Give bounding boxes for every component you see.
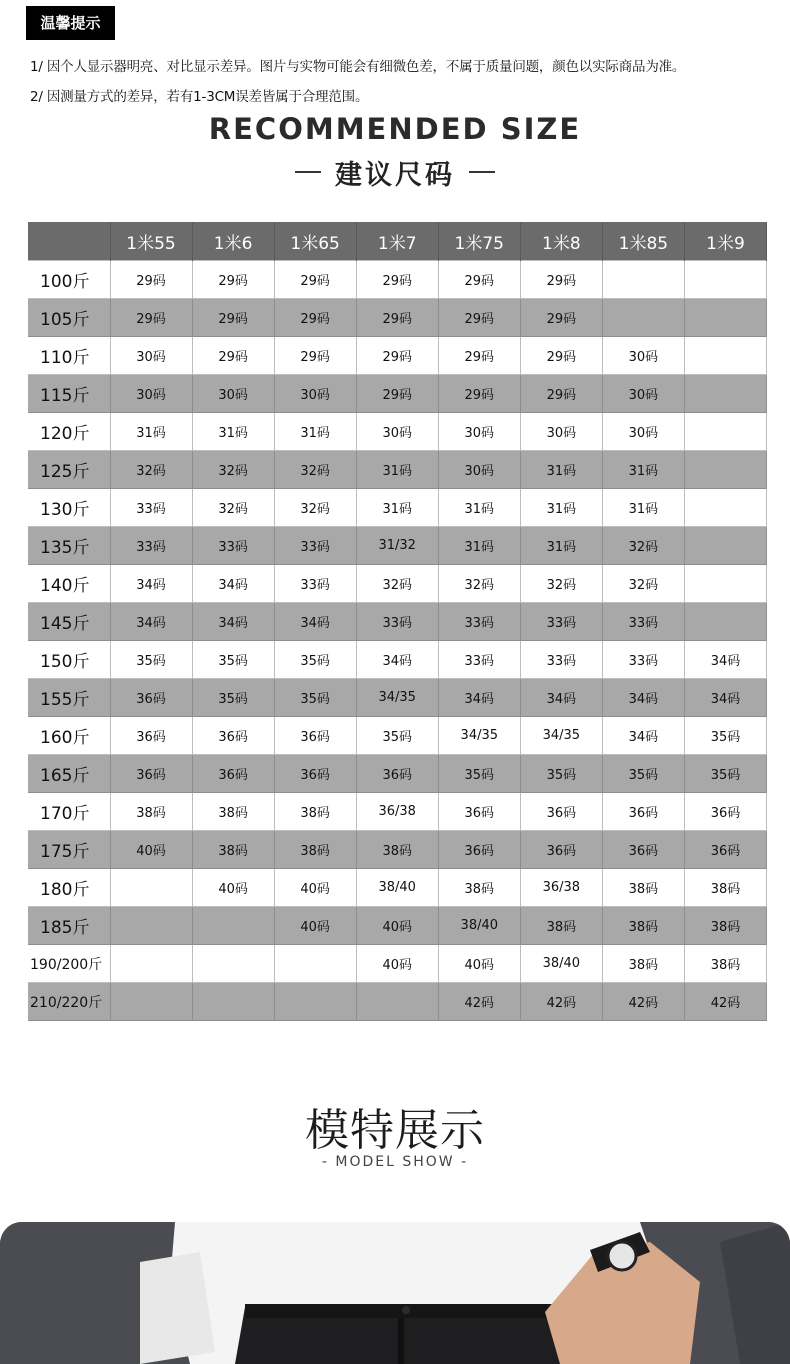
size-cell: 36码	[110, 755, 192, 793]
size-cell: 35码	[602, 755, 684, 793]
size-cell: 31码	[438, 489, 520, 527]
size-cell	[684, 413, 766, 451]
size-cell: 36码	[602, 793, 684, 831]
size-cell: 32码	[274, 451, 356, 489]
size-cell: 38码	[684, 907, 766, 945]
section-title-cn: 建议尺码	[335, 159, 455, 191]
size-cell: 40码	[110, 831, 192, 869]
size-cell: 31码	[356, 489, 438, 527]
size-cell: 34码	[110, 565, 192, 603]
size-cell: 36/38	[520, 869, 602, 907]
row-label-weight: 170斤	[28, 793, 110, 831]
column-header-height: 1米55	[110, 222, 192, 261]
size-cell: 33码	[274, 565, 356, 603]
size-cell: 35码	[110, 641, 192, 679]
row-label-weight: 125斤	[28, 451, 110, 489]
size-cell	[684, 489, 766, 527]
size-cell: 29码	[274, 261, 356, 299]
size-cell: 40码	[438, 945, 520, 983]
section-title-en: RECOMMENDED SIZE	[208, 112, 582, 146]
model-photo	[0, 1222, 790, 1364]
size-cell: 36码	[192, 755, 274, 793]
size-table-row	[28, 717, 767, 755]
size-cell	[110, 983, 192, 1021]
size-cell: 40码	[192, 869, 274, 907]
size-cell: 31码	[602, 451, 684, 489]
size-cell: 36码	[438, 831, 520, 869]
size-cell: 33码	[602, 641, 684, 679]
size-table-body	[28, 261, 767, 1021]
title-dash-left	[295, 171, 321, 173]
size-cell	[684, 603, 766, 641]
size-cell: 32码	[110, 451, 192, 489]
size-cell: 35码	[438, 755, 520, 793]
model-show-title: 模特展示	[305, 1105, 485, 1156]
size-cell: 29码	[356, 261, 438, 299]
size-cell: 42码	[684, 983, 766, 1021]
size-table-row	[28, 489, 767, 527]
size-cell	[684, 527, 766, 565]
column-header-height: 1米9	[684, 222, 766, 261]
size-cell: 38码	[602, 907, 684, 945]
size-cell: 34码	[192, 603, 274, 641]
size-cell: 29码	[274, 337, 356, 375]
size-cell: 29码	[438, 337, 520, 375]
row-label-weight: 150斤	[28, 641, 110, 679]
column-header-height: 1米85	[602, 222, 684, 261]
size-cell: 38码	[274, 793, 356, 831]
size-cell: 29码	[110, 299, 192, 337]
size-table-row	[28, 679, 767, 717]
size-cell: 36码	[684, 793, 766, 831]
size-table-row	[28, 907, 767, 945]
size-cell	[684, 299, 766, 337]
size-cell: 32码	[438, 565, 520, 603]
size-table-header	[28, 222, 767, 261]
size-table-row	[28, 793, 767, 831]
size-cell: 40码	[356, 907, 438, 945]
model-photo-illustration	[0, 1222, 790, 1364]
size-cell: 34/35	[520, 717, 602, 755]
size-cell: 30码	[356, 413, 438, 451]
column-header-height: 1米6	[192, 222, 274, 261]
column-header-height: 1米8	[520, 222, 602, 261]
column-header-height: 1米65	[274, 222, 356, 261]
column-header-height: 1米75	[438, 222, 520, 261]
size-cell: 34码	[356, 641, 438, 679]
size-cell: 42码	[438, 983, 520, 1021]
size-cell: 36码	[274, 755, 356, 793]
section-title-cn-row	[0, 152, 790, 192]
size-cell: 42码	[520, 983, 602, 1021]
size-cell	[110, 907, 192, 945]
column-header-height: 1米7	[356, 222, 438, 261]
row-label-weight: 155斤	[28, 679, 110, 717]
size-cell: 30码	[438, 413, 520, 451]
size-cell: 36码	[192, 717, 274, 755]
size-cell: 34码	[110, 603, 192, 641]
size-cell	[356, 983, 438, 1021]
size-cell: 40码	[356, 945, 438, 983]
size-cell: 33码	[192, 527, 274, 565]
size-cell: 34码	[274, 603, 356, 641]
size-cell: 34码	[438, 679, 520, 717]
size-cell: 29码	[192, 261, 274, 299]
size-cell: 36码	[274, 717, 356, 755]
size-cell: 33码	[274, 527, 356, 565]
size-cell: 30码	[602, 413, 684, 451]
size-cell: 38码	[602, 869, 684, 907]
size-cell: 36码	[520, 831, 602, 869]
table-corner	[28, 222, 110, 261]
row-label-weight: 100斤	[28, 261, 110, 299]
notice-badge: 温馨提示	[26, 6, 115, 40]
size-cell: 36码	[110, 717, 192, 755]
size-cell	[684, 375, 766, 413]
size-cell: 31/32	[356, 527, 438, 565]
size-cell	[274, 983, 356, 1021]
size-cell: 35码	[356, 717, 438, 755]
size-cell: 34码	[684, 641, 766, 679]
notice-line-1: 1/ 因个人显示器明亮、对比显示差异。图片与实物可能会有细微色差，不属于质量问题，颜色以实际商品为准。	[30, 59, 686, 75]
size-cell: 38码	[192, 831, 274, 869]
size-cell: 29码	[520, 261, 602, 299]
size-cell: 38码	[602, 945, 684, 983]
size-cell: 34/35	[438, 717, 520, 755]
model-show-subtitle: - MODEL SHOW -	[321, 1154, 469, 1170]
size-cell: 29码	[274, 299, 356, 337]
size-cell: 29码	[520, 337, 602, 375]
size-cell: 30码	[110, 337, 192, 375]
row-label-weight: 140斤	[28, 565, 110, 603]
size-table-row	[28, 641, 767, 679]
size-cell: 34/35	[356, 679, 438, 717]
size-table-row	[28, 375, 767, 413]
size-table-row	[28, 869, 767, 907]
size-table-row	[28, 755, 767, 793]
size-cell: 31码	[520, 527, 602, 565]
size-cell: 35码	[274, 679, 356, 717]
row-label-weight: 105斤	[28, 299, 110, 337]
size-cell: 38码	[684, 869, 766, 907]
size-cell: 35码	[520, 755, 602, 793]
size-cell	[274, 945, 356, 983]
size-cell: 29码	[520, 375, 602, 413]
size-table-row	[28, 603, 767, 641]
size-cell	[192, 945, 274, 983]
size-cell	[602, 299, 684, 337]
size-table-row	[28, 337, 767, 375]
size-cell: 30码	[274, 375, 356, 413]
size-cell: 29码	[356, 337, 438, 375]
row-label-weight: 110斤	[28, 337, 110, 375]
size-cell: 33码	[438, 641, 520, 679]
size-cell: 29码	[110, 261, 192, 299]
row-label-weight: 175斤	[28, 831, 110, 869]
size-cell: 30码	[602, 375, 684, 413]
size-cell: 36码	[684, 831, 766, 869]
size-cell: 35码	[274, 641, 356, 679]
row-label-weight: 130斤	[28, 489, 110, 527]
size-cell: 29码	[356, 299, 438, 337]
size-cell: 31码	[438, 527, 520, 565]
size-cell: 36码	[438, 793, 520, 831]
size-table-row	[28, 945, 767, 983]
size-cell: 30码	[520, 413, 602, 451]
size-cell	[192, 907, 274, 945]
size-cell: 32码	[192, 451, 274, 489]
size-cell: 36码	[356, 755, 438, 793]
size-cell: 38/40	[438, 907, 520, 945]
size-cell: 36/38	[356, 793, 438, 831]
size-cell: 36码	[110, 679, 192, 717]
size-cell: 34码	[602, 679, 684, 717]
size-cell: 32码	[520, 565, 602, 603]
size-cell: 32码	[602, 527, 684, 565]
row-label-weight: 180斤	[28, 869, 110, 907]
size-cell: 38/40	[356, 869, 438, 907]
size-cell: 38码	[520, 907, 602, 945]
row-label-weight: 165斤	[28, 755, 110, 793]
size-table-row	[28, 831, 767, 869]
size-cell: 33码	[520, 641, 602, 679]
size-cell: 29码	[520, 299, 602, 337]
size-table-row	[28, 413, 767, 451]
title-dash-right	[469, 171, 495, 173]
size-cell	[192, 983, 274, 1021]
size-cell: 30码	[192, 375, 274, 413]
size-cell: 40码	[274, 869, 356, 907]
size-cell: 35码	[684, 717, 766, 755]
size-cell: 31码	[356, 451, 438, 489]
size-cell: 36码	[602, 831, 684, 869]
size-cell: 34码	[520, 679, 602, 717]
size-cell	[110, 945, 192, 983]
size-cell: 34码	[602, 717, 684, 755]
size-cell: 32码	[274, 489, 356, 527]
size-cell: 34码	[684, 679, 766, 717]
size-table	[28, 222, 767, 1021]
size-cell: 38码	[684, 945, 766, 983]
size-cell: 32码	[192, 489, 274, 527]
size-cell: 40码	[274, 907, 356, 945]
size-cell: 38码	[274, 831, 356, 869]
size-cell: 38码	[438, 869, 520, 907]
size-cell	[684, 261, 766, 299]
size-cell: 33码	[110, 489, 192, 527]
size-cell: 29码	[438, 299, 520, 337]
size-cell: 35码	[192, 679, 274, 717]
size-cell: 38码	[356, 831, 438, 869]
size-cell: 29码	[438, 375, 520, 413]
size-cell: 29码	[438, 261, 520, 299]
size-cell: 31码	[192, 413, 274, 451]
size-cell: 30码	[438, 451, 520, 489]
size-cell	[684, 565, 766, 603]
size-cell: 31码	[520, 489, 602, 527]
size-cell: 38码	[192, 793, 274, 831]
size-table-row	[28, 983, 767, 1021]
size-table-row	[28, 261, 767, 299]
size-cell: 33码	[602, 603, 684, 641]
size-cell: 30码	[110, 375, 192, 413]
size-cell: 31码	[110, 413, 192, 451]
size-cell: 32码	[602, 565, 684, 603]
size-cell: 35码	[684, 755, 766, 793]
size-table-row	[28, 527, 767, 565]
size-cell: 30码	[602, 337, 684, 375]
size-cell: 33码	[356, 603, 438, 641]
size-cell: 42码	[602, 983, 684, 1021]
size-cell: 38/40	[520, 945, 602, 983]
size-cell	[684, 451, 766, 489]
size-cell: 29码	[356, 375, 438, 413]
size-cell	[684, 337, 766, 375]
size-cell: 32码	[356, 565, 438, 603]
size-cell: 33码	[110, 527, 192, 565]
row-label-weight: 145斤	[28, 603, 110, 641]
size-table-row	[28, 299, 767, 337]
row-label-weight: 210/220斤	[28, 983, 110, 1021]
size-cell: 34码	[192, 565, 274, 603]
row-label-weight: 160斤	[28, 717, 110, 755]
size-table-row	[28, 451, 767, 489]
notice-line-2: 2/ 因测量方式的差异，若有1-3CM误差皆属于合理范围。	[30, 89, 369, 105]
size-cell: 33码	[438, 603, 520, 641]
size-cell	[602, 261, 684, 299]
row-label-weight: 190/200斤	[28, 945, 110, 983]
size-cell: 38码	[110, 793, 192, 831]
size-cell: 31码	[602, 489, 684, 527]
row-label-weight: 185斤	[28, 907, 110, 945]
size-cell: 33码	[520, 603, 602, 641]
size-cell: 36码	[520, 793, 602, 831]
size-cell: 31码	[274, 413, 356, 451]
row-label-weight: 135斤	[28, 527, 110, 565]
size-table-row	[28, 565, 767, 603]
size-cell	[110, 869, 192, 907]
size-cell: 35码	[192, 641, 274, 679]
size-cell: 31码	[520, 451, 602, 489]
size-cell: 29码	[192, 299, 274, 337]
row-label-weight: 120斤	[28, 413, 110, 451]
size-cell: 29码	[192, 337, 274, 375]
row-label-weight: 115斤	[28, 375, 110, 413]
